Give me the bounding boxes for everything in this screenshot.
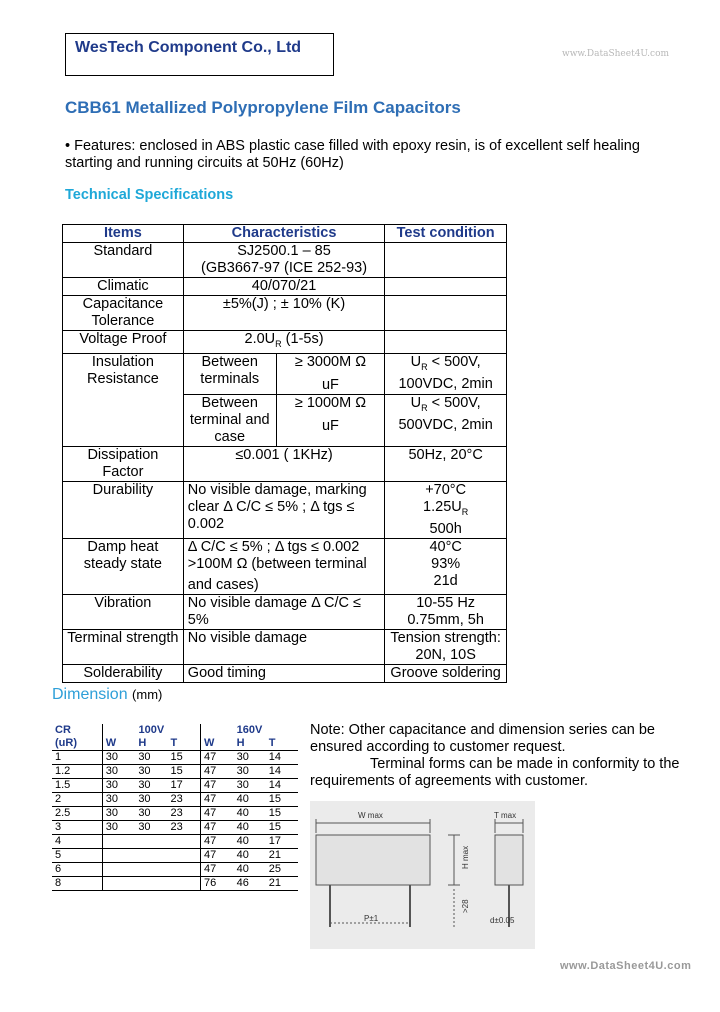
test-damp-3: 21d (433, 572, 458, 589)
watermark-bottom: www.DataSheet4U.com (560, 960, 692, 972)
spec-row-voltage (63, 331, 507, 354)
dim-row (52, 835, 298, 849)
dim-cell: 30 (135, 793, 167, 807)
dim-cell: 21 (266, 849, 298, 863)
dim-cell: 30 (234, 765, 266, 779)
item-standard: Standard (63, 243, 184, 278)
company-box (65, 33, 334, 76)
dim-cell: 23 (167, 821, 200, 835)
test-terminal-2: 20N, 10S (415, 646, 476, 663)
spec-row-capacitance (63, 296, 507, 331)
test-durability-2-sub: R (461, 506, 469, 517)
char-terminal: No visible damage (183, 629, 384, 664)
dim-row (52, 863, 298, 877)
dim-cell: 30 (102, 821, 135, 835)
dim-cell: 30 (135, 779, 167, 793)
dim-cell: 2.5 (52, 807, 102, 821)
dim-cell: 15 (167, 751, 200, 765)
dim-cell (167, 863, 200, 877)
spec-header-row (63, 225, 507, 243)
char-standard (183, 243, 384, 278)
insulation-b-test-suffix: < 500V, (427, 394, 481, 411)
dim-row (52, 751, 298, 765)
diagram-lead-label: >28 (461, 899, 470, 913)
note-paragraph-2: Terminal forms can be made in conformity to the requirements of agreements with customer. (310, 756, 680, 789)
test-climatic (385, 278, 507, 296)
insulation-b-test-u: U (410, 394, 422, 411)
dim-cell (167, 877, 200, 891)
header-items: Items (63, 225, 184, 243)
insulation-b-label: Between terminal and case (183, 394, 276, 446)
insulation-a-test2: 100VDC, 2min (398, 375, 493, 392)
spec-row-vibration (63, 594, 507, 629)
diagram-t-label: T max (494, 811, 517, 820)
dim-cell: 47 (201, 765, 234, 779)
dim-cell: 17 (266, 835, 298, 849)
insulation-b-value-text: ≥ 1000M Ω (294, 394, 367, 411)
dim-sub-t1: T (170, 737, 178, 749)
char-capacitance: ±5%(J) ; ± 10% (K) (183, 296, 384, 331)
insulation-b-value (276, 394, 385, 446)
dim-cell: 47 (201, 849, 234, 863)
test-vibration-2: 0.75mm, 5h (407, 611, 484, 628)
tech-spec-heading: Technical Specifications (65, 187, 234, 203)
dim-cell: 14 (266, 779, 298, 793)
dim-cell: 25 (266, 863, 298, 877)
dim-cell (135, 849, 167, 863)
dim-cell: 47 (201, 821, 234, 835)
spec-row-climatic (63, 278, 507, 296)
features-text: • Features: enclosed in ABS plastic case filled with epoxy resin, is of excellent self healing starting and running circuits at 50Hz (60Hz) (65, 138, 640, 171)
test-durability-1: +70°C (425, 481, 467, 498)
company-name: WesTech Component Co., Ltd (75, 39, 302, 56)
dim-cell: 4 (52, 835, 102, 849)
dim-header-row-1 (52, 724, 298, 737)
dim-cell: 15 (266, 821, 298, 835)
dim-cell: 3 (52, 821, 102, 835)
test-durability-2: 1.25U (423, 498, 462, 515)
header-test-condition: Test condition (385, 225, 507, 243)
dim-row (52, 849, 298, 863)
dim-cell: 40 (234, 793, 266, 807)
dim-cell: 30 (234, 751, 266, 765)
dim-cell: 30 (234, 779, 266, 793)
test-standard (385, 243, 507, 278)
dim-sub-h1: H (138, 737, 147, 749)
dim-cell (135, 863, 167, 877)
dimension-table (52, 724, 298, 891)
char-standard-line1: SJ2500.1 – 85 (237, 243, 331, 259)
dim-cell: 30 (135, 821, 167, 835)
insulation-a-value-text: ≥ 3000M Ω (294, 353, 367, 370)
dim-header-row-2 (52, 737, 298, 751)
item-terminal: Terminal strength (63, 629, 184, 664)
dimension-unit: (mm) (132, 687, 163, 702)
dim-sub-w2: W (201, 737, 234, 751)
dim-row (52, 821, 298, 835)
char-vibration: No visible damage Δ C/C ≤ 5% (183, 594, 384, 629)
item-climatic: Climatic (63, 278, 184, 296)
dim-cell: 30 (102, 751, 135, 765)
char-voltage (183, 331, 384, 354)
insulation-a-label: Between terminals (183, 353, 276, 394)
test-vibration (385, 594, 507, 629)
spec-row-insulation-a (63, 353, 507, 394)
spec-row-standard (63, 243, 507, 278)
test-terminal (385, 629, 507, 664)
test-solderability: Groove soldering (385, 664, 507, 682)
char-voltage-suffix: (1-5s) (281, 331, 324, 347)
dim-cell: 30 (102, 793, 135, 807)
note-paragraph-1: Note: Other capacitance and dimension series can be ensured according to customer request. (310, 722, 655, 755)
dim-row (52, 793, 298, 807)
dim-row (52, 765, 298, 779)
char-damp-2: >100M Ω (between terminal (187, 555, 367, 572)
dim-cell: 23 (167, 807, 200, 821)
dim-cell: 15 (266, 793, 298, 807)
spec-row-durability (63, 481, 507, 538)
dim-cell (167, 835, 200, 849)
insulation-a-test-sub: R (421, 361, 428, 372)
dim-cell: 47 (201, 779, 234, 793)
dim-cell: 47 (201, 751, 234, 765)
dim-cell: 14 (266, 751, 298, 765)
dim-cell: 17 (167, 779, 200, 793)
dim-cell: 30 (102, 765, 135, 779)
dim-cell: 1.2 (52, 765, 102, 779)
char-voltage-sub: R (275, 338, 282, 349)
test-damp-2: 93% (431, 555, 461, 572)
dim-col-160v: 160V (201, 724, 298, 737)
dim-cell (102, 863, 135, 877)
dim-cell: 40 (234, 821, 266, 835)
dim-row (52, 779, 298, 793)
dim-cell: 30 (135, 751, 167, 765)
dim-cell: 30 (135, 765, 167, 779)
char-dissipation: ≤0.001 ( 1KHz) (183, 446, 384, 481)
diagram-h-label: H max (461, 845, 470, 869)
dim-cell: 15 (266, 807, 298, 821)
dim-cell: 40 (234, 807, 266, 821)
test-terminal-1: Tension strength: (390, 629, 501, 646)
dim-cell: 23 (167, 793, 200, 807)
dim-cell: 6 (52, 863, 102, 877)
item-solderability: Solderability (63, 664, 184, 682)
dim-cell: 40 (234, 863, 266, 877)
item-durability: Durability (63, 481, 184, 538)
dim-cell: 46 (234, 877, 266, 891)
test-capacitance (385, 296, 507, 331)
dim-cell: 1 (52, 751, 102, 765)
char-standard-line2: (GB3667-97 (ICE 252-93) (201, 260, 368, 276)
dim-cell: 30 (135, 807, 167, 821)
test-dissipation: 50Hz, 20°C (385, 446, 507, 481)
dim-cell: 40 (234, 835, 266, 849)
dim-cell: 47 (201, 863, 234, 877)
item-damp: Damp heat steady state (63, 538, 184, 594)
dim-cell: 40 (234, 849, 266, 863)
dim-row (52, 807, 298, 821)
dim-cell: 8 (52, 877, 102, 891)
dim-cell: 47 (201, 835, 234, 849)
test-voltage (385, 331, 507, 354)
char-climatic: 40/070/21 (183, 278, 384, 296)
dim-sub-h2: H (236, 737, 245, 749)
dim-row (52, 877, 298, 891)
dim-sub-t2: T (268, 737, 276, 749)
dim-cell: 47 (201, 807, 234, 821)
test-damp (385, 538, 507, 594)
insulation-a-test (385, 353, 507, 394)
char-damp-3: and cases) (187, 576, 259, 593)
insulation-a-unit: uF (321, 376, 339, 393)
spec-row-damp (63, 538, 507, 594)
dim-col-cr: CR (55, 724, 71, 736)
insulation-b-test (385, 394, 507, 446)
item-vibration: Vibration (63, 594, 184, 629)
dim-cell: 76 (201, 877, 234, 891)
dim-cell (102, 877, 135, 891)
spec-row-solderability (63, 664, 507, 682)
capacitor-diagram (310, 801, 535, 949)
dimension-title: Dimension (52, 686, 128, 703)
insulation-a-test-u: U (410, 353, 422, 370)
char-damp-1: Δ C/C ≤ 5% ; Δ tgs ≤ 0.002 (187, 538, 360, 555)
dim-cell: 47 (201, 793, 234, 807)
item-dissipation: Dissipation Factor (63, 446, 184, 481)
dim-cell: 21 (266, 877, 298, 891)
dim-sub-w1: W (102, 737, 135, 751)
dim-cell (135, 877, 167, 891)
test-vibration-1: 10-55 Hz (416, 594, 476, 611)
spec-row-terminal (63, 629, 507, 664)
dim-cell: 2 (52, 793, 102, 807)
test-damp-1: 40°C (429, 538, 462, 555)
insulation-b-test2: 500VDC, 2min (398, 416, 493, 433)
diagram-w-label: W max (358, 811, 383, 820)
char-damp (183, 538, 384, 594)
dim-cell: 30 (102, 779, 135, 793)
dim-cell: 30 (102, 807, 135, 821)
char-durability: No visible damage, marking clear Δ C/C ≤ 5% ; Δ tgs ≤ 0.002 (183, 481, 384, 538)
item-insulation: Insulation Resistance (63, 353, 184, 446)
watermark-top: www.DataSheet4U.com (562, 49, 670, 59)
dim-cell (102, 849, 135, 863)
dim-cell: 15 (167, 765, 200, 779)
dim-cell: 5 (52, 849, 102, 863)
insulation-a-test-suffix: < 500V, (427, 353, 481, 370)
dim-col-100v: 100V (102, 724, 200, 737)
spec-row-dissipation (63, 446, 507, 481)
test-durability (385, 481, 507, 538)
dim-cell: 1.5 (52, 779, 102, 793)
header-characteristics: Characteristics (183, 225, 384, 243)
item-voltage: Voltage Proof (63, 331, 184, 354)
test-durability-3: 500h (429, 520, 462, 537)
page-title: CBB61 Metallized Polypropylene Film Capacitors (65, 98, 461, 117)
insulation-b-unit: uF (321, 417, 339, 434)
dim-cell (167, 849, 200, 863)
dim-cell (102, 835, 135, 849)
spec-table (62, 224, 507, 683)
diagram-d-label: d±0.05 (490, 916, 515, 925)
note-block (310, 722, 700, 790)
dimension-heading (52, 686, 162, 704)
char-solderability: Good timing (183, 664, 384, 682)
dim-cell (135, 835, 167, 849)
item-capacitance: Capacitance Tolerance (63, 296, 184, 331)
diagram-p-label: P±1 (364, 914, 379, 923)
insulation-a-value (276, 353, 385, 394)
char-voltage-value: 2.0U (244, 331, 276, 347)
diagram-svg (310, 801, 535, 949)
dim-cell: 14 (266, 765, 298, 779)
insulation-b-test-sub: R (421, 402, 428, 413)
dim-col-uf: (uR) (55, 737, 77, 749)
